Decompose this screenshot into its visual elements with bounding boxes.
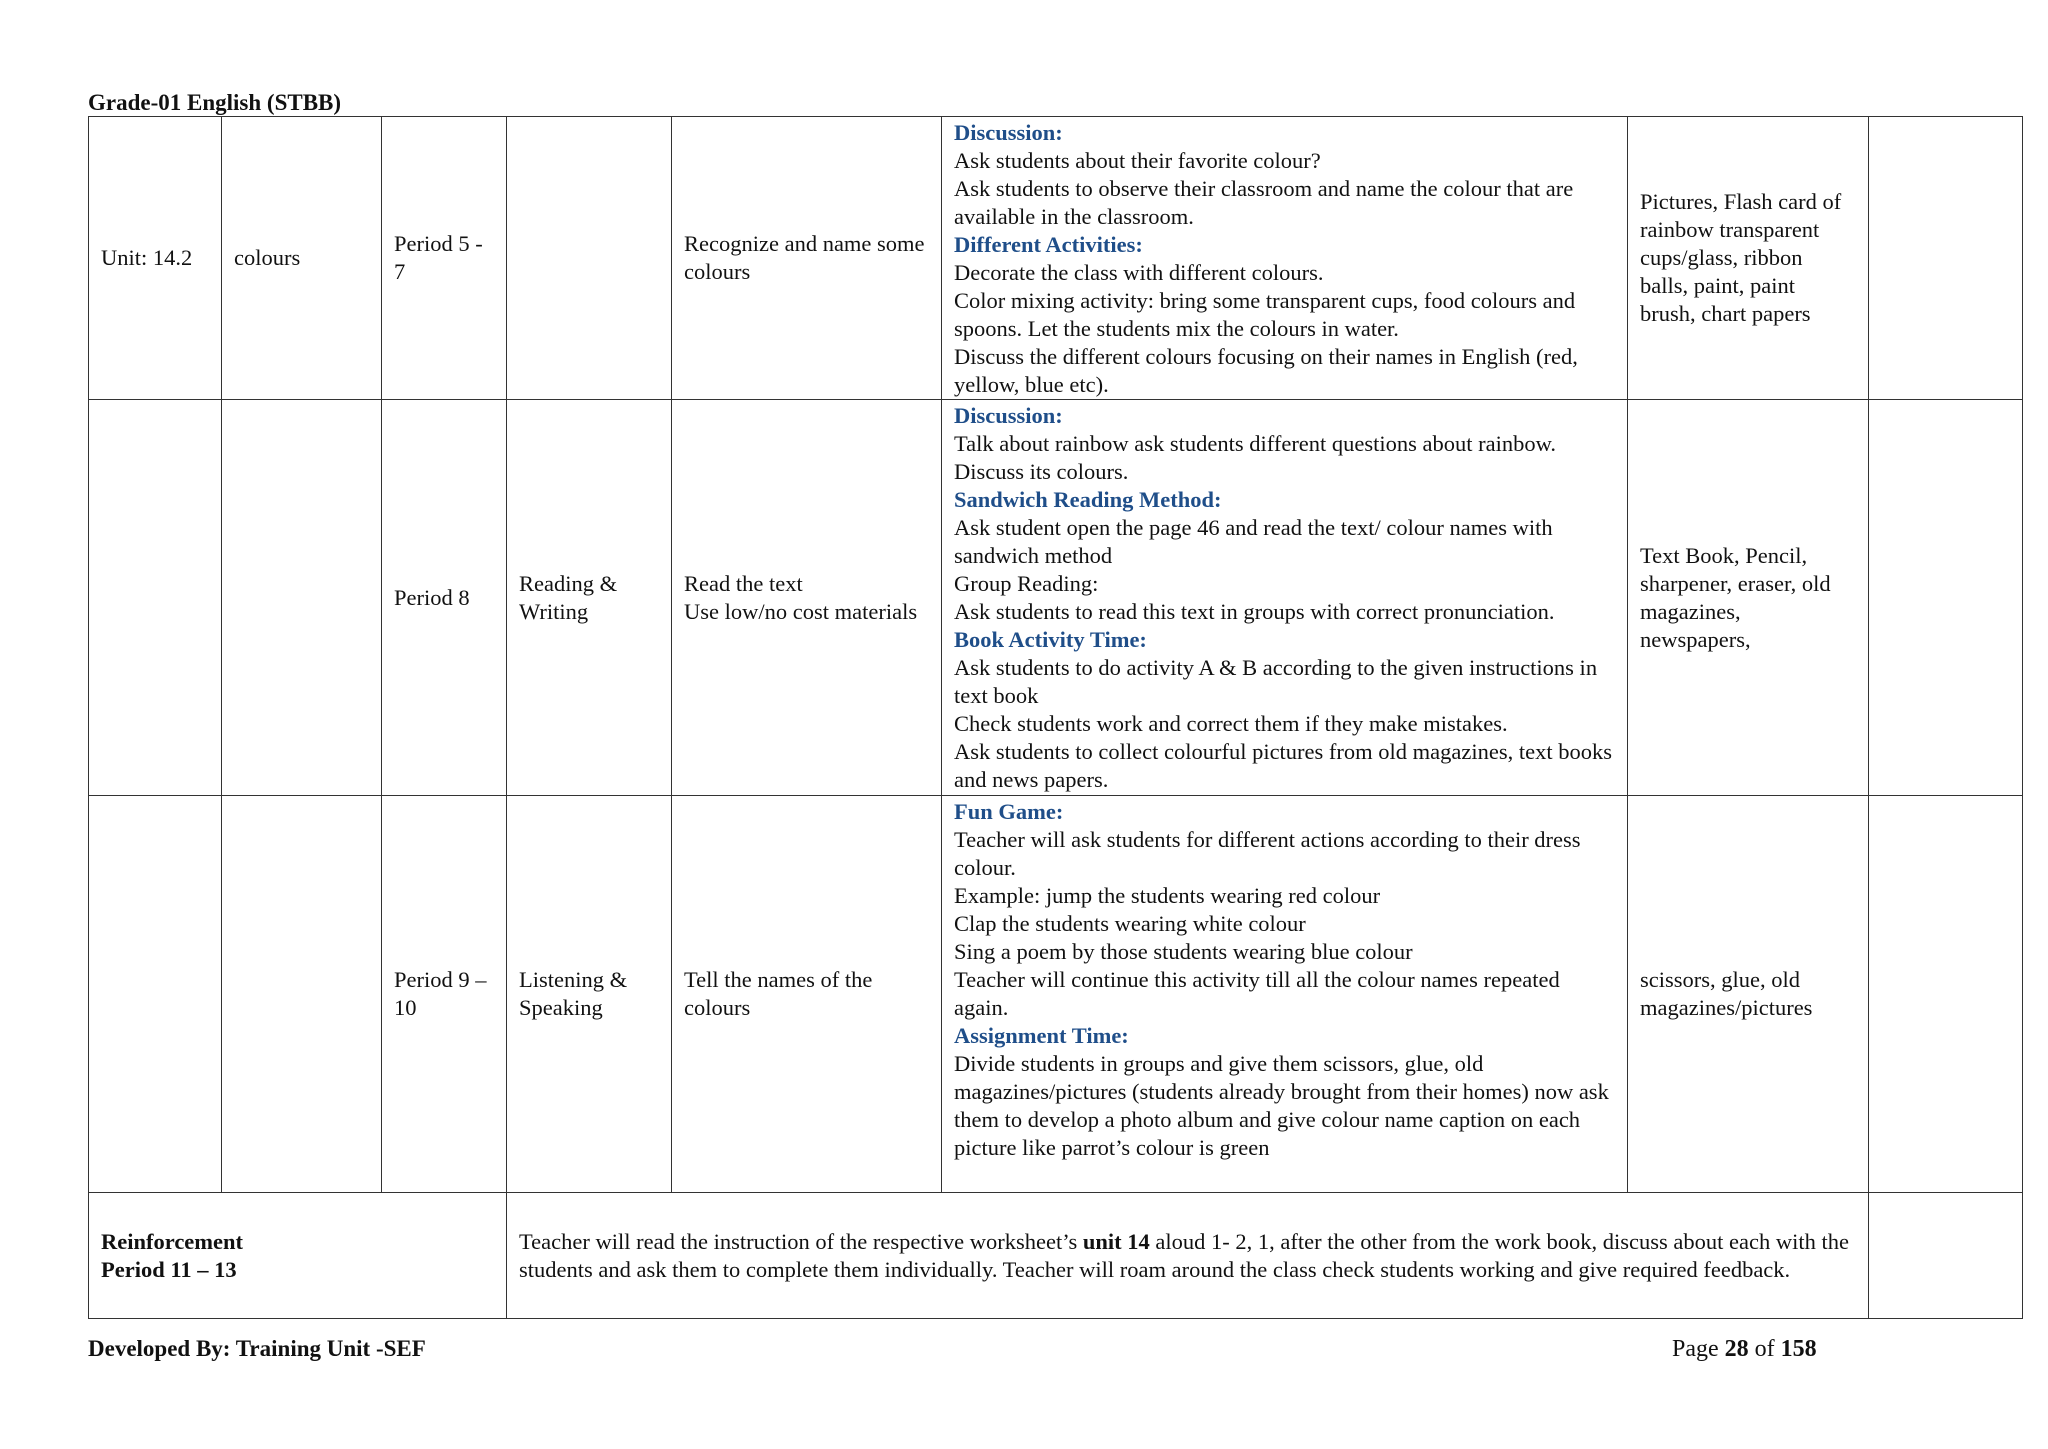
slo-cell [672,117,942,400]
remarks-cell [1869,400,2023,796]
procedure-line: Example: jump the students wearing red colour [954,883,1381,908]
reinforcement-text-cell [507,1193,1869,1319]
procedure-line: Ask students to collect colourful pictures from old magazines, text books and news papers. [954,739,1612,792]
procedure-line: Check students work and correct them if they make mistakes. [954,711,1508,736]
resources-cell: Text Book, Pencil, sharpener, eraser, old magazines, newspapers, [1628,400,1869,796]
skill-cell: Reading & Writing [507,400,672,796]
procedure-line: Ask students to observe their classroom and name the colour that are available in the classroom. [954,176,1574,229]
procedure-line: Group Reading: [954,571,1099,596]
procedure-line: Discuss the different colours focusing on their names in English (red, yellow, blue etc). [954,344,1578,397]
topic-cell: colours [222,117,382,400]
procedure-heading: Discussion: [954,403,1063,428]
reinforcement-label-cell [89,1193,507,1319]
page-current: 28 [1724,1336,1749,1362]
procedure-line: Ask students to read this text in groups with correct pronunciation. [954,599,1555,624]
skill-cell [507,117,672,400]
reinforcement-label: Reinforcement [101,1228,244,1254]
procedure-line: Sing a poem by those students wearing blue colour [954,939,1413,964]
procedure-line: Decorate the class with different colours. [954,260,1324,285]
procedure-heading: Sandwich Reading Method: [954,487,1222,512]
procedure-line: Teacher will continue this activity till all the colour names repeated again. [954,967,1560,1020]
slo-cell [672,400,942,796]
document-header-title: Grade-01 English (STBB) [88,90,342,115]
procedure-line: Talk about rainbow ask students different questions about rainbow. [954,431,1557,456]
slo-line: Read the text [684,570,803,596]
period-cell: Period 5 - 7 [382,117,507,400]
slo-line: Tell the names of the colours [684,967,873,1020]
slo-cell [672,796,942,1193]
unit-cell: Unit: 14.2 [89,117,222,400]
topic-cell [222,400,382,796]
lesson-plan-body [89,117,2023,1319]
reinforcement-row [89,1193,2023,1319]
lesson-plan-table [88,116,2023,1319]
procedure-line: Clap the students wearing white colour [954,911,1306,936]
reinforcement-text-start: Teacher will read the instruction of the respective worksheet’s [519,1228,1083,1254]
procedure-line: Divide students in groups and give them scissors, glue, old magazines/pictures (students already brought from their homes) now ask them to develop a photo album and give colour name caption on each picture like parrot’s colour is green [954,1051,1609,1160]
procedure-heading: Book Activity Time: [954,627,1147,652]
reinforcement-unit-ref: unit 14 [1082,1228,1150,1254]
footer-developed-by: Developed By: Training Unit -SEF [88,1336,426,1361]
procedure-heading: Fun Game: [954,799,1064,824]
procedure-line: Ask students about their favorite colour? [954,148,1321,173]
procedure-line: Ask student open the page 46 and read the text/ colour names with sandwich method [954,515,1553,568]
page-prefix: Page [1672,1336,1725,1362]
resources-cell: Pictures, Flash card of rainbow transparent cups/glass, ribbon balls, paint, paint brush, chart papers [1628,117,1869,400]
unit-cell [89,400,222,796]
remarks-cell [1869,796,2023,1193]
procedure-heading: Assignment Time: [954,1023,1129,1048]
procedure-line: Ask students to do activity A & B according to the given instructions in text book [954,655,1598,708]
table-row [89,796,2023,1193]
remarks-cell [1869,1193,2023,1319]
reinforcement-period: Period 11 – 13 [101,1256,237,1282]
topic-cell [222,796,382,1193]
procedure-heading: Discussion: [954,120,1063,145]
procedure-cell [942,117,1628,400]
remarks-cell [1869,117,2023,400]
page-total: 158 [1780,1336,1817,1362]
procedure-cell [942,796,1628,1193]
procedure-line: Discuss its colours. [954,459,1129,484]
reinforcement-text-end: aloud 1- 2, 1, after the other from the work book, discuss about each with the students and ask them to complete them individually. Teacher will roam around the class check students working and give required feedback. [519,1228,1849,1282]
skill-cell: Listening & Speaking [507,796,672,1193]
procedure-line: Color mixing activity: bring some transparent cups, food colours and spoons. Let the students mix the colours in water. [954,288,1576,341]
procedure-heading: Different Activities: [954,232,1143,257]
unit-cell [89,796,222,1193]
slo-line: Use low/no cost materials [684,598,918,624]
slo-line: Recognize and name some colours [684,231,925,284]
procedure-line: Teacher will ask students for different actions according to their dress colour. [954,827,1581,880]
page-mid: of [1748,1336,1781,1362]
procedure-cell [942,400,1628,796]
period-cell: Period 9 – 10 [382,796,507,1193]
table-row [89,400,2023,796]
resources-cell: scissors, glue, old magazines/pictures [1628,796,1869,1193]
table-row [89,117,2023,400]
period-cell: Period 8 [382,400,507,796]
footer-page-number [1672,1336,1817,1363]
